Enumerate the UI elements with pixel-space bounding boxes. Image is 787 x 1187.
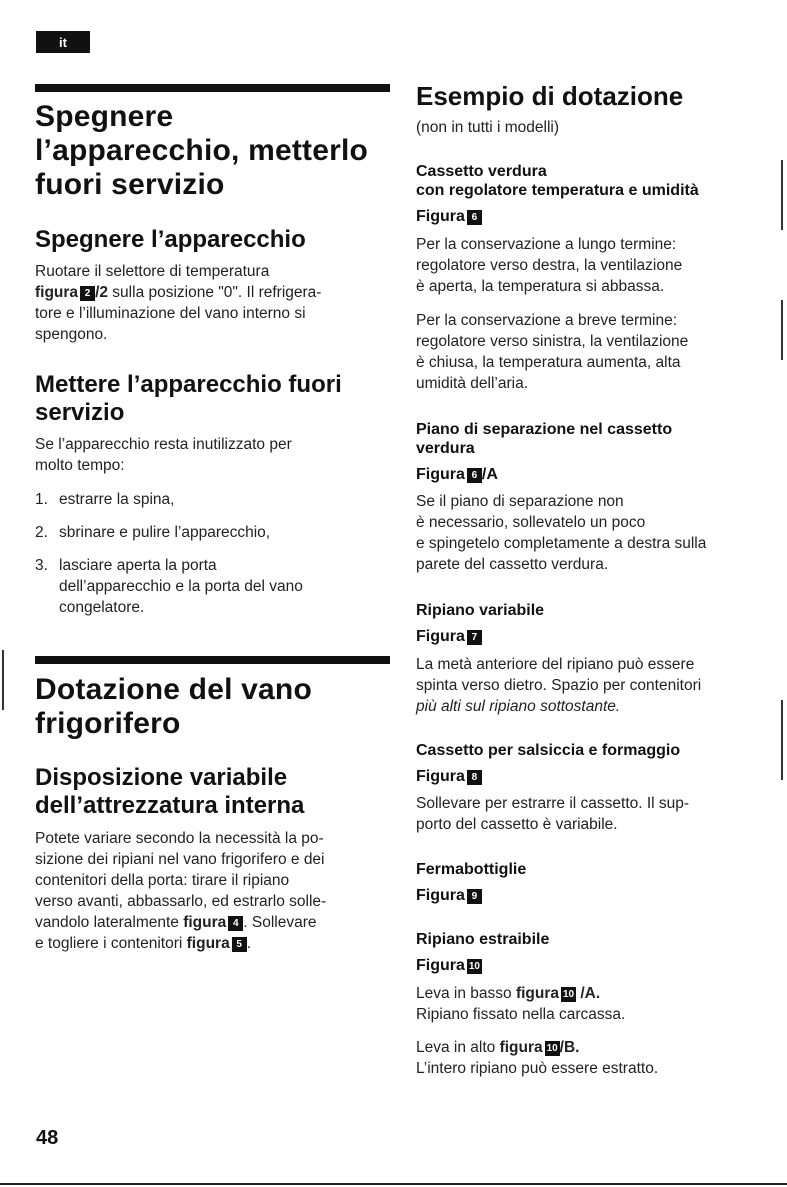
- scan-edge-mark: [781, 700, 783, 780]
- subtitle: (non in tutti i modelli): [416, 119, 560, 136]
- steps-list: [35, 489, 395, 630]
- page-bottom-rule: [0, 1183, 787, 1185]
- paragraph: Se l’apparecchio resta inutilizzato per molto tempo:: [35, 436, 292, 474]
- paragraph: Leva in basso figura 10 /A. Ripiano fissato nella carcassa.: [416, 985, 626, 1023]
- figure-badge: 2: [80, 286, 95, 301]
- paragraph: Per la conservazione a breve termine: regolatore verso sinistra, la ventilazione è chiusa, la temperatura aumenta, alta umidità dell’aria.: [416, 312, 689, 392]
- list-item: 2. sbrinare e pulire l’apparecchio,: [35, 524, 271, 541]
- figure-ref: Figura 6 /A: [416, 466, 498, 483]
- page-number: 48: [36, 1127, 59, 1149]
- paragraph: Leva in alto figura 10 /B. L’intero ripiano può essere estratto.: [416, 1039, 659, 1077]
- paragraph: Potete variare secondo la necessità la po- sizione dei ripiani nel vano frigorifero e dei contenitori della porta: tirare il ripiano verso avanti, abbassarlo, ed estrarlo solle- vandolo lateralmente figura 4 . Sollevare e togliere i contenitori figura 5 .: [35, 830, 327, 952]
- list-item: 1. estrarre la spina,: [35, 491, 175, 508]
- section-title: Dotazione del vano frigorifero: [35, 673, 312, 740]
- item-heading: Ripiano variabile: [416, 602, 545, 619]
- figure-ref: Figura 8: [416, 767, 482, 786]
- section-rule: [35, 656, 390, 664]
- item-heading: Cassetto verdura con regolatore temperatura e umidità: [416, 163, 699, 199]
- item-heading: Ripiano estraibile: [416, 931, 550, 948]
- section-rule: [35, 84, 390, 92]
- figure-badge: 8: [467, 770, 482, 785]
- figure-badge: 4: [228, 916, 243, 931]
- paragraph: La metà anteriore del ripiano può essere spinta verso dietro. Spazio per contenitori più alti sul ripiano sottostante.: [416, 656, 702, 715]
- scan-edge-mark: [781, 160, 783, 230]
- scan-edge-mark: [781, 300, 783, 360]
- figure-badge: 6: [467, 468, 482, 483]
- section-title: Esempio di dotazione: [416, 81, 684, 111]
- item-heading: Cassetto per salsiccia e formaggio: [416, 742, 681, 759]
- item-heading: Piano di separazione nel cassetto verdura: [416, 421, 673, 457]
- paragraph: Ruotare il selettore di temperatura figura 2 /2 sulla posizione "0". Il refrigera- tore e l’illuminazione del vano interno si spengono.: [35, 263, 322, 343]
- figure-badge: 10: [546, 1043, 558, 1054]
- subsection-heading: Disposizione variabile dell’attrezzatura interna: [35, 764, 305, 819]
- scan-edge-mark: [2, 650, 4, 710]
- figure-badge: 5: [232, 937, 247, 952]
- list-item: 3. lasciare aperta la porta dell’apparecchio e la porta del vano congelatore.: [35, 557, 303, 616]
- item-heading: Fermabottiglie: [416, 861, 527, 878]
- figure-badge: 10: [562, 989, 575, 1000]
- figure-badge: 10: [468, 961, 480, 972]
- figure-ref: Figura 10: [416, 957, 480, 974]
- figure-ref: Figura 7: [416, 627, 482, 646]
- section-title: Spegnere l’apparecchio, metterlo fuori servizio: [35, 100, 369, 201]
- paragraph: Sollevare per estrarre il cassetto. Il sup- porto del cassetto è variabile.: [416, 795, 690, 833]
- subsection-heading: Mettere l’apparecchio fuori servizio: [35, 371, 342, 426]
- figure-ref: Figura 9: [416, 886, 482, 905]
- figure-badge: 9: [467, 889, 482, 904]
- paragraph: Se il piano di separazione non è necessario, sollevatelo un poco e spingetelo completamente a destra sulla parete del cassetto verdura.: [416, 493, 707, 573]
- subsection-heading: Spegnere l’apparecchio: [35, 226, 306, 253]
- figure-badge: 6: [467, 210, 482, 225]
- paragraph: Per la conservazione a lungo termine: regolatore verso destra, la ventilazione è aperta, la temperatura si abbassa.: [416, 236, 683, 295]
- figure-badge: 7: [467, 630, 482, 645]
- figure-ref: Figura 6: [416, 207, 482, 226]
- language-tag: it: [36, 31, 90, 53]
